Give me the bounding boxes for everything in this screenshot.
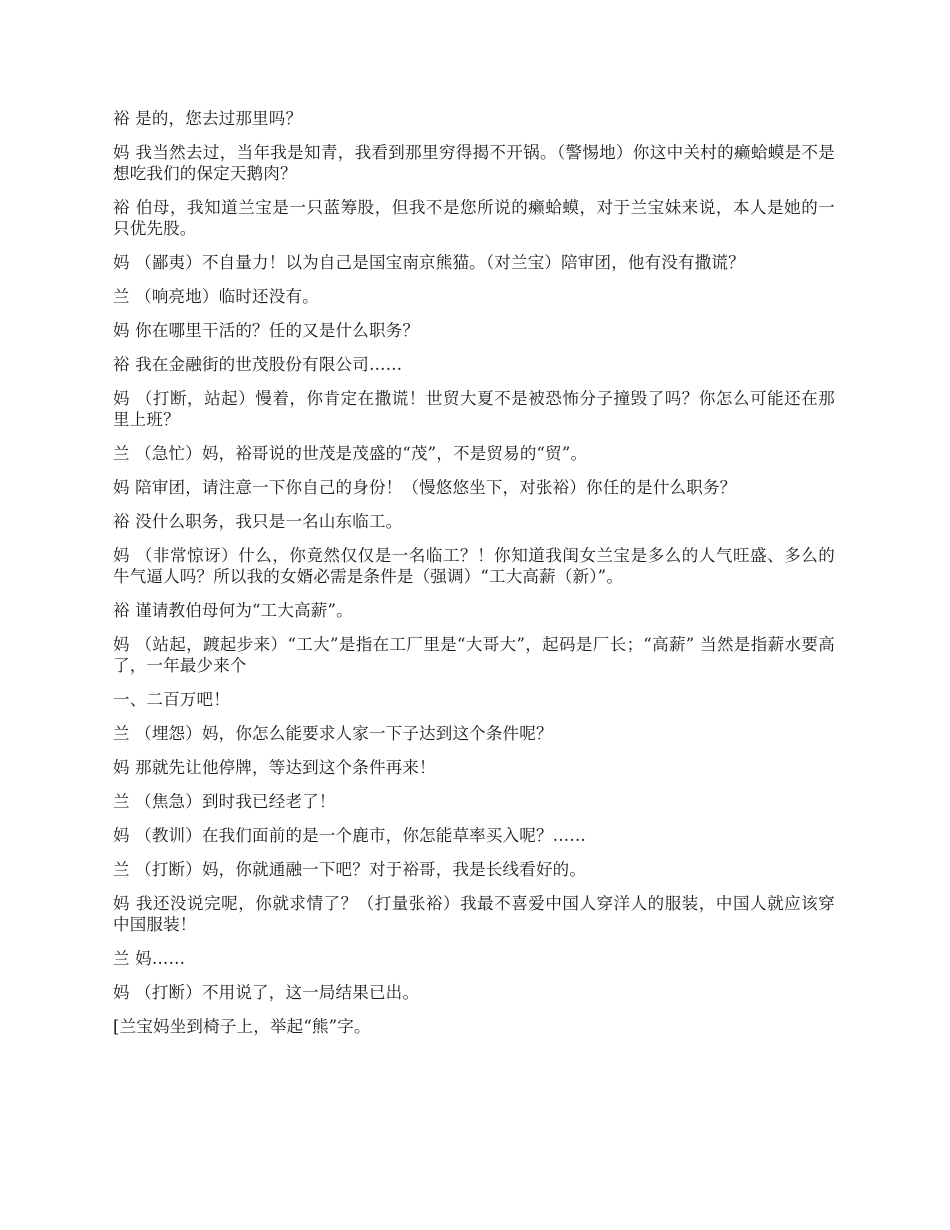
dialogue-line: 兰 （埋怨）妈，你怎么能要求人家一下子达到这个条件呢？ <box>113 724 553 743</box>
dialogue-line: 妈 （鄙夷）不自量力！以为自己是国宝南京熊猫。（对兰宝）陪审团，他有没有撒谎？ <box>113 253 745 272</box>
dialogue-line: 裕 是的，您去过那里吗？ <box>113 109 303 128</box>
dialogue-line: 妈 我还没说完呢，你就求情了？（打量张裕）我最不喜爱中国人穿洋人的服装，中国人就应该穿中国服装！ <box>113 894 835 934</box>
dialogue-line: 妈 那就先让他停牌，等达到这个条件再来！ <box>113 758 436 777</box>
dialogue-line: 妈 （教训）在我们面前的是一个鹿市，你怎能草率买入呢？…… <box>113 826 587 845</box>
dialogue-line: 妈 （站起，踱起步来）“工大”是指在工厂里是“大哥大”，起码是厂长；“高薪” 当然是指薪水要高了，一年最少来个 <box>113 635 835 675</box>
dialogue-line: 裕 没什么职务，我只是一名山东临工。 <box>113 512 403 531</box>
dialogue-line: 妈 陪审团，请注意一下你自己的身份！（慢悠悠坐下，对张裕）你任的是什么职务？ <box>113 478 737 497</box>
dialogue-line: 妈 我当然去过，当年我是知青，我看到那里穷得揭不开锅。（警惕地）你这中关村的癞蛤蟆是不是想吃我们的保定天鹅肉？ <box>113 143 835 183</box>
dialogue-line: 妈 （非常惊讶）什么，你竟然仅仅是一名临工？！你知道我闺女兰宝是多么的人气旺盛、多么的牛气逼人吗？所以我的女婿必需是条件是（强调）“工大高薪（新）”。 <box>113 546 835 586</box>
dialogue-line: 裕 我在金融街的世茂股份有限公司…… <box>113 355 403 374</box>
dialogue-line: 兰 妈…… <box>113 949 186 968</box>
dialogue-line: 妈 你在哪里干活的？任的又是什么职务？ <box>113 321 420 340</box>
dialogue-line: 妈 （打断，站起）慢着，你肯定在撒谎！世贸大夏不是被恐怖分子撞毁了吗？你怎么可能还在那里上班？ <box>113 389 835 429</box>
dialogue-line: 裕 伯母，我知道兰宝是一只蓝筹股，但我不是您所说的癞蛤蟆，对于兰宝妹来说，本人是她的一只优先股。 <box>113 198 835 238</box>
dialogue-line: 裕 谨请教伯母何为“工大高薪”。 <box>113 601 353 620</box>
dialogue-line: 兰 （响亮地）临时还没有。 <box>113 287 319 306</box>
dialogue-line: 兰 （打断）妈，你就通融一下吧？对于裕哥，我是长线看好的。 <box>113 860 587 879</box>
document-body <box>113 108 835 1050</box>
dialogue-line: 兰 （焦急）到时我已经老了！ <box>113 792 336 811</box>
dialogue-line: 兰 （急忙）妈，裕哥说的世茂是茂盛的“茂”，不是贸易的“贸”。 <box>113 444 588 463</box>
dialogue-line: 一、二百万吧！ <box>113 690 230 709</box>
dialogue-line: 妈 （打断）不用说了，这一局结果已出。 <box>113 983 420 1002</box>
stage-direction: [兰宝妈坐到椅子上，举起“熊”字。 <box>113 1017 371 1036</box>
